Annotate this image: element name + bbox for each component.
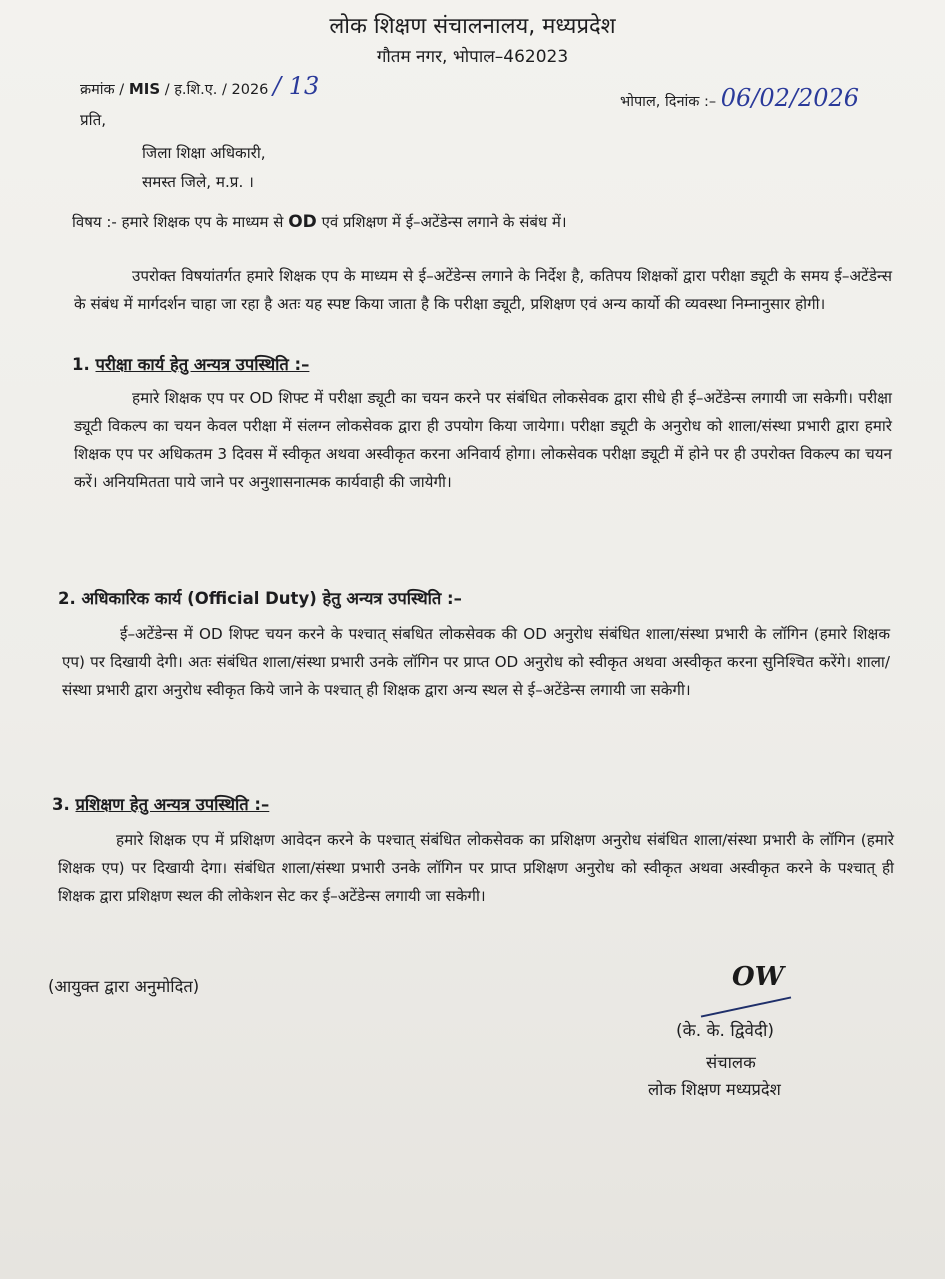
section-1-body: हमारे शिक्षक एप पर OD शिफ्ट में परीक्षा ड्यूटी का चयन करने पर संबंधित लोकसेवक द्वारा सीधे ही ई–अटेंडेन्स लगायी जा सकेगी। परीक्षा ड्यूटी विकल्प का चयन केवल परीक्षा में संलग्न लोकसेवक द्वारा ही उपयोग किया जायेगा। परीक्षा ड्यूटी के अनुरोध को शाला/संस्था प्रभारी द्वारा हमारे शिक्षक एप पर अधिकतम 3 दिवस में स्वीकृत अथवा अस्वीकृत करना अनिवार्य होगा। लोकसेवक परीक्षा ड्यूटी में होने पर ही उपरोक्त विकल्प का चयन करें। अनियमितता पाये जाने पर अनुशासनात्मक कार्यवाही की जायेगी। [74, 389, 892, 491]
section-3-body: हमारे शिक्षक एप में प्रशिक्षण आवेदन करने के पश्चात् संबंधित लोकसेवक का प्रशिक्षण अनुरोध संबंधित शाला/संस्था प्रभारी के लॉगिन (हमारे शिक्षक एप) पर दिखायी देगा। संबंधित शाला/संस्था प्रभारी उनके लॉगिन पर प्राप्त प्रशिक्षण अनुरोध को स्वीकृत अथवा अस्वीकृत करने के पश्चात् ही शिक्षक द्वारा प्रशिक्षण स्थल की लोकेशन सेट कर ई–अटेंडेन्स लगायी जा सकेगी। [58, 831, 894, 905]
approved-note: (आयुक्त द्वारा अनुमोदित) [48, 977, 200, 996]
section-2-number: 2. [58, 589, 76, 608]
reference-middle: / ह.शि.ए. / 2026 [164, 82, 269, 98]
reference-handwritten-number: / 13 [273, 72, 320, 100]
section-2-heading [58, 586, 462, 609]
section-1-heading [72, 352, 309, 375]
recipient-to: प्रति, [80, 111, 107, 129]
signatory-designation: संचालक [706, 1053, 756, 1072]
subject-part2: एवं प्रशिक्षण में ई–अटेंडेन्स लगाने के संबंध में। [321, 213, 567, 231]
office-title: लोक शिक्षण संचालनालय, मध्यप्रदेश [329, 14, 616, 39]
reference-number [80, 72, 319, 100]
section-1-title: परीक्षा कार्य हेतु अन्यत्र उपस्थिति :– [95, 355, 310, 374]
office-address: गौतम नगर, भोपाल–462023 [376, 47, 569, 67]
signatory-name: (के. के. द्विवेदी) [676, 1021, 775, 1041]
subject-label: विषय :- [72, 213, 117, 231]
section-2-title: अधिकारिक कार्य (Official Duty) हेतु अन्यत्र उपस्थिति :– [81, 589, 462, 608]
date-handwritten: 06/02/2026 [720, 84, 860, 112]
section-3-heading [52, 792, 269, 815]
signature: OW [732, 962, 784, 992]
place-date [620, 84, 859, 112]
subject-line [72, 212, 567, 232]
signatory-department: लोक शिक्षण मध्यप्रदेश [648, 1080, 781, 1099]
intro-paragraph: उपरोक्त विषयांतर्गत हमारे शिक्षक एप के माध्यम से ई–अटेंडेन्स लगाने के निर्देश है, कतिपय शिक्षकों द्वारा परीक्षा ड्यूटी के समय ई–अटेंडेन्स के संबंध में मार्गदर्शन चाहा जा रहा है अतः यह स्पष्ट किया जाता है कि परीक्षा ड्यूटी, प्रशिक्षण एवं अन्य कार्यो की व्यवस्था निम्नानुसार होगी। [74, 267, 892, 313]
section-3-title: प्रशिक्षण हेतु अन्यत्र उपस्थिति :– [75, 795, 270, 814]
reference-prefix: क्रमांक / [80, 82, 125, 98]
recipient-line2: समस्त जिले, म.प्र. । [142, 173, 254, 191]
section-2-body: ई–अटेंडेन्स में OD शिफ्ट चयन करने के पश्चात् संबधित लोकसेवक की OD अनुरोध संबंधित शाला/संस्था प्रभारी के लॉगिन (हमारे शिक्षक एप) पर दिखायी देगी। अतः संबंधित शाला/संस्था प्रभारी उनके लॉगिन पर प्राप्त OD अनुरोध को स्वीकृत अथवा अस्वीकृत करना सुनिश्चित करेंगे। शाला/संस्था प्रभारी द्वारा अनुरोध स्वीकृत किये जाने के पश्चात् ही शिक्षक द्वारा अन्य स्थल से ई–अटेंडेन्स लगायी जा सकेगी। [62, 625, 890, 699]
reference-mis: MIS [128, 80, 161, 98]
recipient-line1: जिला शिक्षा अधिकारी, [142, 144, 266, 162]
section-1-number: 1. [72, 355, 90, 374]
subject-part1: हमारे शिक्षक एप के माध्यम से [121, 213, 284, 231]
subject-od: OD [288, 212, 317, 232]
signature-stroke [701, 996, 791, 1017]
section-3-number: 3. [52, 795, 70, 814]
place-date-label: भोपाल, दिनांक :– [620, 94, 717, 110]
